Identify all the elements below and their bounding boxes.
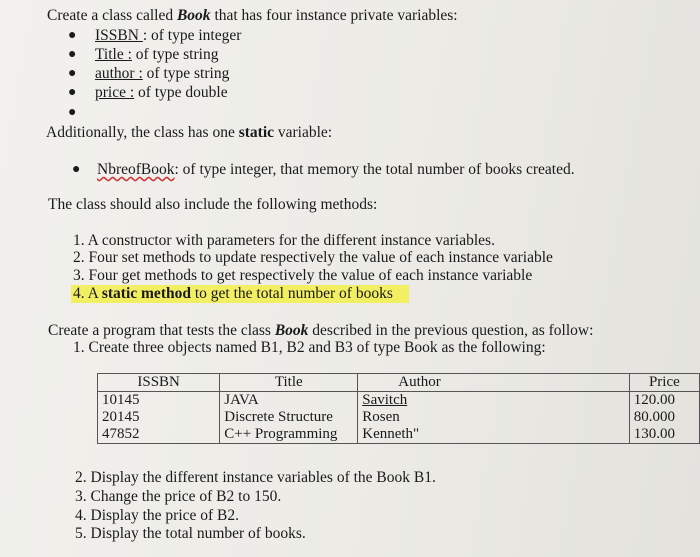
bullet-icon: ●: [68, 28, 77, 43]
step-item: 1. Create three objects named B1, B2 and B3 of type Book as the following:: [73, 339, 546, 356]
header-title: Title: [220, 374, 358, 392]
author-value: Savitch: [362, 392, 408, 408]
static-intro: [46, 124, 332, 142]
method4-bold: static method: [101, 285, 191, 302]
intro-prefix: Create a class called: [47, 7, 177, 24]
var-name: author: [95, 65, 139, 82]
author-value: Rosen: [362, 409, 400, 425]
title-value: JAVA: [224, 392, 259, 408]
issbn-value: 10145: [102, 392, 140, 408]
static-intro-prefix: Additionally, the class has one: [46, 124, 239, 141]
static-var-name: NbreofBook: [97, 161, 175, 178]
empty-bullet-icon: ●: [68, 105, 77, 120]
bullet-icon: ●: [68, 47, 77, 62]
var-type: of type string: [131, 46, 219, 63]
program-intro-prefix: Create a program that tests the class: [48, 322, 275, 339]
method-item: 3. Four get methods to get respectively the value of each instance variable: [73, 267, 533, 284]
issbn-value: 47852: [102, 426, 140, 442]
header-issbn: ISSBN: [98, 374, 220, 392]
method-item: 1. A constructor with parameters for the different instance variables.: [73, 232, 495, 249]
price-cell: [629, 392, 699, 444]
table-header-row: [98, 374, 700, 392]
author-value: Kenneth": [362, 426, 420, 442]
intro-class-name: Book: [176, 7, 211, 24]
method4-rest: to get the total number of books: [190, 285, 393, 302]
method-item-highlighted: [71, 285, 409, 303]
method4-num: 4. A: [73, 285, 102, 302]
price-value: 120.00: [633, 392, 675, 408]
method-item: 2. Four set methods to update respectively the value of each instance variable: [73, 249, 553, 266]
var-colon: :: [142, 27, 148, 44]
list-item-price: [95, 84, 228, 102]
static-keyword: static: [238, 124, 275, 141]
program-class-name: Book: [274, 322, 309, 339]
var-name: ISSBN: [95, 27, 143, 44]
issbn-value: 20145: [102, 409, 140, 425]
price-value: 80.000: [633, 409, 675, 425]
var-type: of type string: [142, 65, 230, 82]
var-type: of type double: [134, 84, 228, 101]
intro-suffix: that has four instance private variables:: [210, 7, 458, 24]
bullet-icon: ●: [72, 162, 81, 177]
intro-sentence: [47, 7, 458, 25]
step-item: 3. Change the price of B2 to 150.: [75, 488, 282, 505]
header-author: Author: [358, 374, 629, 392]
var-name: price: [95, 84, 130, 101]
step-item: 4. Display the price of B2.: [75, 507, 240, 524]
price-value: 130.00: [633, 426, 675, 442]
bullet-icon: ●: [68, 66, 77, 81]
static-var-desc: : of type integer, that memory the total number of books created.: [174, 161, 575, 178]
header-price: Price: [629, 374, 699, 392]
var-type: of type integer: [147, 27, 242, 44]
program-intro: [48, 322, 593, 340]
var-colon: :: [127, 46, 132, 63]
list-item-issbn: [95, 27, 241, 45]
title-value: C++ Programming: [224, 426, 338, 442]
title-value: Discrete Structure: [224, 409, 333, 425]
var-name: Title: [95, 46, 128, 63]
static-var-item: [97, 161, 575, 179]
issbn-cell: [98, 392, 220, 444]
methods-intro: The class should also include the following methods:: [48, 196, 378, 213]
table-row: [98, 392, 700, 444]
list-item-author: [95, 65, 229, 83]
step-item: 2. Display the different instance variables of the Book B1.: [75, 469, 436, 486]
static-intro-suffix: variable:: [274, 124, 333, 141]
bullet-icon: ●: [68, 85, 77, 100]
list-item-title: [95, 46, 218, 64]
var-colon: :: [129, 84, 135, 101]
title-cell: [220, 392, 358, 444]
program-intro-suffix: described in the previous question, as follow:: [308, 322, 594, 339]
books-table: [97, 373, 700, 444]
author-cell: [358, 392, 629, 444]
var-colon: :: [138, 65, 143, 82]
step-item: 5. Display the total number of books.: [75, 525, 306, 542]
